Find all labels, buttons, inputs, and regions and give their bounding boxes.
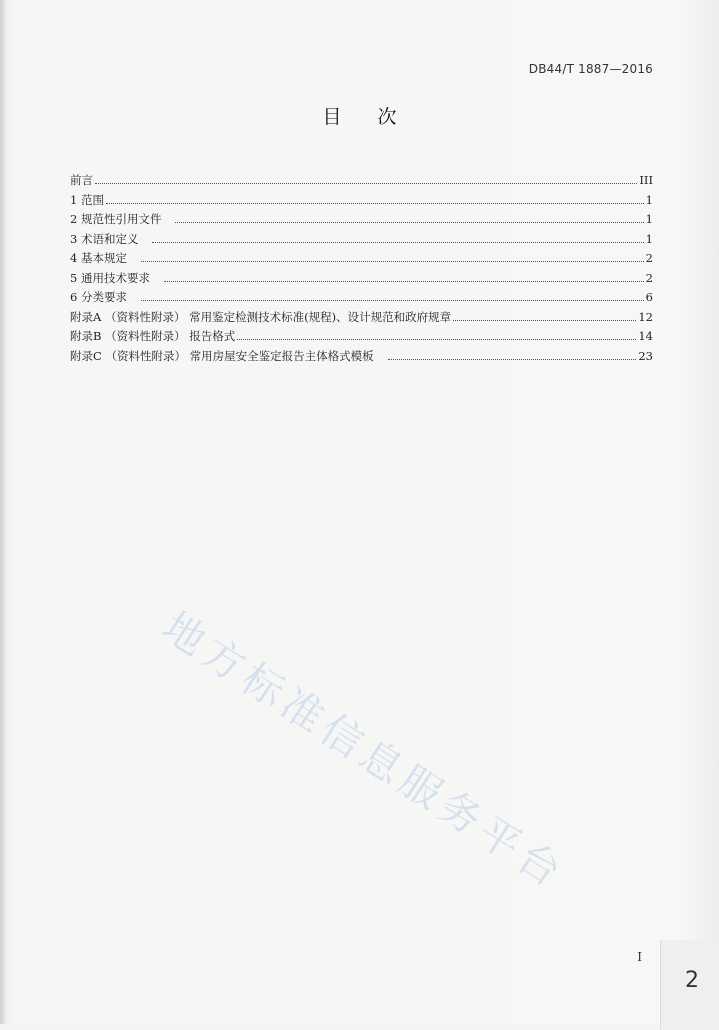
toc-leader xyxy=(95,183,637,184)
toc-number: 3 xyxy=(70,231,81,246)
toc-number: 2 xyxy=(70,212,81,226)
toc-row[interactable] xyxy=(70,191,653,211)
toc-page: 2 xyxy=(645,251,653,265)
scan-page-number: 2 xyxy=(685,968,699,993)
toc-page: 14 xyxy=(638,329,653,343)
toc-page: 12 xyxy=(638,309,653,324)
toc-label: 基本规定 xyxy=(80,251,127,265)
toc-number: 附录A xyxy=(70,309,105,324)
table-of-contents xyxy=(70,171,653,366)
toc-leader xyxy=(388,359,637,360)
toc-leader xyxy=(237,339,636,340)
toc-page: 1 xyxy=(645,212,653,226)
toc-row[interactable] xyxy=(70,230,653,250)
toc-label: 前言 xyxy=(70,173,93,187)
toc-row[interactable] xyxy=(70,347,653,367)
toc-leader xyxy=(141,300,644,301)
toc-row[interactable] xyxy=(70,249,653,269)
toc-page: 23 xyxy=(638,348,653,363)
toc-page: 2 xyxy=(645,270,653,285)
toc-leader xyxy=(106,203,644,204)
toc-row[interactable] xyxy=(70,269,653,289)
page-number: I xyxy=(637,950,642,964)
toc-page: 6 xyxy=(645,290,653,304)
toc-row[interactable] xyxy=(70,308,653,328)
toc-label: 术语和定义 xyxy=(80,231,139,246)
toc-leader xyxy=(152,242,643,243)
toc-row[interactable] xyxy=(70,327,653,347)
toc-label: 规范性引用文件 xyxy=(80,212,162,226)
toc-label: （资料性附录） 报告格式 xyxy=(105,329,236,343)
toc-label: 分类要求 xyxy=(80,290,127,304)
toc-number: 附录B xyxy=(70,329,106,343)
document-code: DB44/T 1887—2016 xyxy=(528,62,653,76)
toc-label: 范围 xyxy=(80,192,104,207)
toc-label: （资料性附录） 常用房屋安全鉴定报告主体格式模板 xyxy=(105,348,374,363)
toc-leader xyxy=(175,222,643,223)
scan-edge xyxy=(0,0,6,1024)
toc-row[interactable] xyxy=(70,288,653,308)
toc-number: 1 xyxy=(70,192,81,207)
page-title: 目次 xyxy=(322,106,433,128)
toc-row[interactable] xyxy=(70,210,653,230)
toc-number: 附录C xyxy=(70,348,106,363)
toc-page: 1 xyxy=(645,231,653,246)
toc-row[interactable] xyxy=(70,171,653,191)
toc-label: 通用技术要求 xyxy=(80,270,150,285)
toc-number: 6 xyxy=(70,290,81,304)
watermark-text: 地方标准信息服务平台 xyxy=(153,602,575,899)
toc-leader xyxy=(453,320,636,321)
toc-leader xyxy=(141,261,644,262)
toc-page: III xyxy=(639,173,653,187)
toc-number: 5 xyxy=(70,270,81,285)
toc-number: 4 xyxy=(70,251,81,265)
toc-leader xyxy=(164,281,644,282)
toc-page: 1 xyxy=(645,192,653,207)
toc-label: （资料性附录） 常用鉴定检测技术标准(规程)、设计规范和政府规章 xyxy=(104,309,452,324)
